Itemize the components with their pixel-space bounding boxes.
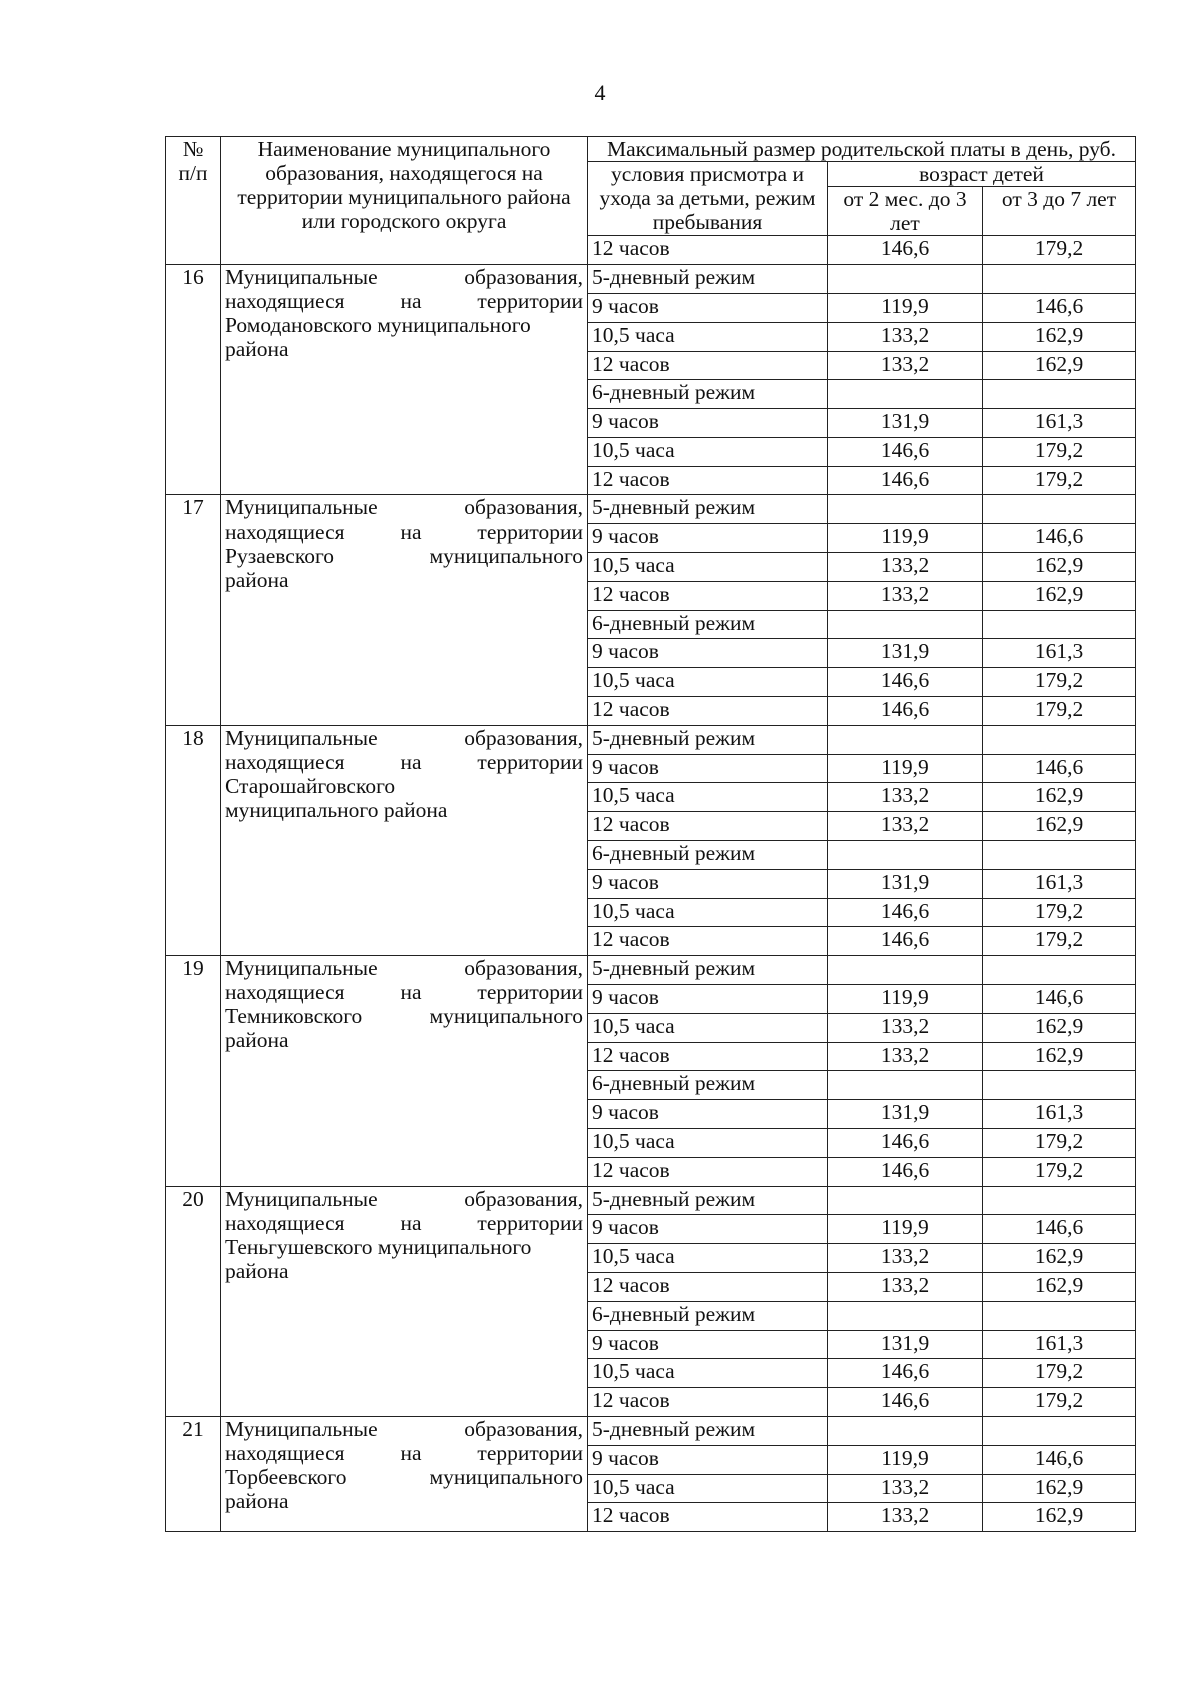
municipality-name-line: района: [225, 1028, 289, 1053]
value-cell: 133,2: [828, 783, 983, 812]
municipality-name-line: Муниципальные образования,: [225, 265, 583, 290]
value-cell: [983, 956, 1136, 985]
condition-cell: 6-дневный режим: [588, 841, 828, 870]
municipality-name-line: находящиеся на территории: [225, 289, 583, 314]
value-cell: [983, 495, 1136, 524]
condition-cell: 10,5 часа: [588, 1129, 828, 1158]
header-age-3-to-7: от 3 до 7 лет: [983, 187, 1136, 236]
value-cell: 162,9: [983, 322, 1136, 351]
value-cell: [983, 380, 1136, 409]
value-cell: 146,6: [828, 927, 983, 956]
value-cell: 179,2: [983, 466, 1136, 495]
municipality-name-line: находящиеся на территории: [225, 1210, 583, 1235]
table-row: [166, 495, 1136, 524]
condition-cell: 5-дневный режим: [588, 956, 828, 985]
value-cell: 146,6: [828, 668, 983, 697]
condition-cell: 9 часов: [588, 985, 828, 1014]
condition-cell: 5-дневный режим: [588, 1186, 828, 1215]
header-municipality: Наименование муниципального образования, находящегося на территории муниципального района или городского округа: [221, 137, 588, 236]
value-cell: [983, 725, 1136, 754]
municipality-name-line: района: [225, 337, 289, 362]
condition-cell: 10,5 часа: [588, 1359, 828, 1388]
municipality-name-line: Муниципальные образования,: [225, 725, 583, 750]
value-cell: [983, 841, 1136, 870]
municipality-name: [221, 1416, 588, 1531]
entry-number: 21: [166, 1416, 221, 1531]
condition-cell: 6-дневный режим: [588, 610, 828, 639]
condition-cell: 9 часов: [588, 754, 828, 783]
condition-cell: 12 часов: [588, 351, 828, 380]
municipality-name-line: района: [225, 567, 289, 592]
value-cell: 119,9: [828, 754, 983, 783]
condition-cell: 6-дневный режим: [588, 1301, 828, 1330]
value-cell: 146,6: [983, 1215, 1136, 1244]
value-cell: 133,2: [828, 581, 983, 610]
value-cell: 179,2: [983, 927, 1136, 956]
entry-number: 16: [166, 265, 221, 495]
municipality-name-line: Темниковского муниципального: [225, 1004, 583, 1029]
table-row: [166, 1416, 1136, 1445]
value-cell: [828, 610, 983, 639]
condition-cell: 12 часов: [588, 1042, 828, 1071]
condition-cell: 10,5 часа: [588, 1244, 828, 1273]
municipality-name: [221, 265, 588, 495]
value-cell: 133,2: [828, 1273, 983, 1302]
condition-cell: 12 часов: [588, 812, 828, 841]
condition-cell: 10,5 часа: [588, 668, 828, 697]
value-cell: 162,9: [983, 1244, 1136, 1273]
value-cell: [828, 956, 983, 985]
value-cell: 146,6: [828, 437, 983, 466]
value-cell: 146,6: [828, 236, 983, 265]
value-cell: 131,9: [828, 869, 983, 898]
value-cell: 162,9: [983, 1474, 1136, 1503]
header-num: № п/п: [166, 137, 221, 236]
value-cell: 133,2: [828, 1474, 983, 1503]
table-row: [166, 1186, 1136, 1215]
value-cell: 179,2: [983, 668, 1136, 697]
value-cell: [983, 1071, 1136, 1100]
municipality-name-line: района: [225, 1258, 289, 1283]
value-cell: [828, 1186, 983, 1215]
municipality-name-line: находящиеся на территории: [225, 749, 583, 774]
condition-cell: 12 часов: [588, 1503, 828, 1532]
condition-cell: 5-дневный режим: [588, 725, 828, 754]
condition-cell: 6-дневный режим: [588, 380, 828, 409]
header-age-under-3: от 2 мес. до 3 лет: [828, 187, 983, 236]
value-cell: 162,9: [983, 1042, 1136, 1071]
header-age: возраст детей: [828, 162, 1136, 187]
value-cell: 133,2: [828, 1503, 983, 1532]
table-row: [166, 956, 1136, 985]
value-cell: 131,9: [828, 639, 983, 668]
condition-cell: 12 часов: [588, 1388, 828, 1417]
condition-cell: 12 часов: [588, 236, 828, 265]
municipality-name: [221, 1186, 588, 1416]
condition-cell: 9 часов: [588, 639, 828, 668]
municipality-name-line: находящиеся на территории: [225, 519, 583, 544]
value-cell: 161,3: [983, 1100, 1136, 1129]
value-cell: [828, 495, 983, 524]
municipality-name-line: Муниципальные образования,: [225, 495, 583, 520]
value-cell: [828, 380, 983, 409]
condition-cell: 9 часов: [588, 1100, 828, 1129]
municipality-name-line: находящиеся на территории: [225, 1441, 583, 1466]
value-cell: 162,9: [983, 1503, 1136, 1532]
entry-number: 20: [166, 1186, 221, 1416]
value-cell: 119,9: [828, 293, 983, 322]
condition-cell: 5-дневный режим: [588, 495, 828, 524]
municipality-name-line: Рузаевского муниципального: [225, 543, 583, 568]
table-row: [166, 725, 1136, 754]
condition-cell: 10,5 часа: [588, 1013, 828, 1042]
value-cell: 162,9: [983, 1013, 1136, 1042]
value-cell: [983, 610, 1136, 639]
value-cell: 133,2: [828, 351, 983, 380]
entry-number: 18: [166, 725, 221, 955]
condition-cell: 10,5 часа: [588, 1474, 828, 1503]
value-cell: 161,3: [983, 869, 1136, 898]
condition-cell: 12 часов: [588, 581, 828, 610]
condition-cell: 9 часов: [588, 409, 828, 438]
value-cell: 161,3: [983, 409, 1136, 438]
value-cell: 179,2: [983, 236, 1136, 265]
municipality-name-line: находящиеся на территории: [225, 980, 583, 1005]
condition-cell: 12 часов: [588, 466, 828, 495]
value-cell: [828, 1071, 983, 1100]
header-conditions: условия присмотра и ухода за детьми, режим пребывания: [588, 162, 828, 236]
value-cell: 162,9: [983, 812, 1136, 841]
municipality-name-line: муниципального района: [225, 798, 448, 823]
value-cell: 131,9: [828, 409, 983, 438]
value-cell: 179,2: [983, 1157, 1136, 1186]
value-cell: 179,2: [983, 1388, 1136, 1417]
value-cell: 146,6: [983, 985, 1136, 1014]
condition-cell: 5-дневный режим: [588, 1416, 828, 1445]
municipality-name-line: Муниципальные образования,: [225, 1416, 583, 1441]
value-cell: 131,9: [828, 1330, 983, 1359]
condition-cell: 12 часов: [588, 1273, 828, 1302]
entry-number: 19: [166, 956, 221, 1186]
condition-cell: 10,5 часа: [588, 437, 828, 466]
value-cell: 162,9: [983, 553, 1136, 582]
condition-cell: 10,5 часа: [588, 898, 828, 927]
header-max-fee: Максимальный размер родительской платы в день, руб.: [588, 137, 1136, 162]
value-cell: [983, 265, 1136, 294]
municipality-name-line: района: [225, 1489, 289, 1514]
value-cell: 133,2: [828, 1244, 983, 1273]
value-cell: 146,6: [828, 466, 983, 495]
condition-cell: 12 часов: [588, 927, 828, 956]
value-cell: 146,6: [828, 1359, 983, 1388]
value-cell: [828, 725, 983, 754]
entry-number: 17: [166, 495, 221, 725]
value-cell: [828, 841, 983, 870]
value-cell: [828, 265, 983, 294]
value-cell: 146,6: [828, 697, 983, 726]
condition-cell: 10,5 часа: [588, 783, 828, 812]
value-cell: 146,6: [983, 524, 1136, 553]
value-cell: 146,6: [828, 1129, 983, 1158]
municipality-name-line: Ромодановского муниципального: [225, 313, 531, 338]
value-cell: [983, 1416, 1136, 1445]
page-number: 4: [594, 80, 606, 105]
value-cell: 179,2: [983, 1129, 1136, 1158]
table-row: [166, 236, 1136, 265]
municipality-name-line: Муниципальные образования,: [225, 956, 583, 981]
value-cell: 119,9: [828, 524, 983, 553]
condition-cell: 10,5 часа: [588, 322, 828, 351]
parental-fee-table: [165, 136, 1136, 1532]
value-cell: 133,2: [828, 553, 983, 582]
value-cell: 162,9: [983, 783, 1136, 812]
municipality-name: [221, 956, 588, 1186]
municipality-name-line: Старошайговского: [225, 774, 396, 799]
value-cell: 133,2: [828, 812, 983, 841]
value-cell: 119,9: [828, 985, 983, 1014]
condition-cell: 5-дневный режим: [588, 265, 828, 294]
value-cell: 162,9: [983, 581, 1136, 610]
value-cell: 179,2: [983, 697, 1136, 726]
value-cell: 119,9: [828, 1215, 983, 1244]
value-cell: 146,6: [828, 1388, 983, 1417]
value-cell: 161,3: [983, 1330, 1136, 1359]
value-cell: [828, 1301, 983, 1330]
table-row: [166, 265, 1136, 294]
municipality-name-line: Муниципальные образования,: [225, 1186, 583, 1211]
municipality-name: [221, 725, 588, 955]
condition-cell: 10,5 часа: [588, 553, 828, 582]
value-cell: 146,6: [983, 1445, 1136, 1474]
value-cell: 133,2: [828, 322, 983, 351]
value-cell: 146,6: [983, 754, 1136, 783]
value-cell: 162,9: [983, 1273, 1136, 1302]
value-cell: 146,6: [828, 1157, 983, 1186]
municipality-name-line: Теньгушевского муниципального: [225, 1234, 532, 1259]
value-cell: 179,2: [983, 898, 1136, 927]
condition-cell: 12 часов: [588, 1157, 828, 1186]
header-row: [166, 137, 1136, 162]
value-cell: 131,9: [828, 1100, 983, 1129]
value-cell: 179,2: [983, 437, 1136, 466]
value-cell: 146,6: [828, 898, 983, 927]
condition-cell: 12 часов: [588, 697, 828, 726]
value-cell: 162,9: [983, 351, 1136, 380]
condition-cell: 9 часов: [588, 869, 828, 898]
value-cell: [983, 1301, 1136, 1330]
municipality-name: [221, 495, 588, 725]
value-cell: 119,9: [828, 1445, 983, 1474]
value-cell: 133,2: [828, 1042, 983, 1071]
value-cell: [983, 1186, 1136, 1215]
value-cell: 146,6: [983, 293, 1136, 322]
condition-cell: 9 часов: [588, 1215, 828, 1244]
value-cell: 133,2: [828, 1013, 983, 1042]
value-cell: 179,2: [983, 1359, 1136, 1388]
municipality-name-line: Торбеевского муниципального: [225, 1465, 583, 1490]
value-cell: [828, 1416, 983, 1445]
value-cell: 161,3: [983, 639, 1136, 668]
condition-cell: 9 часов: [588, 1445, 828, 1474]
condition-cell: 9 часов: [588, 524, 828, 553]
condition-cell: 9 часов: [588, 293, 828, 322]
condition-cell: 6-дневный режим: [588, 1071, 828, 1100]
condition-cell: 9 часов: [588, 1330, 828, 1359]
